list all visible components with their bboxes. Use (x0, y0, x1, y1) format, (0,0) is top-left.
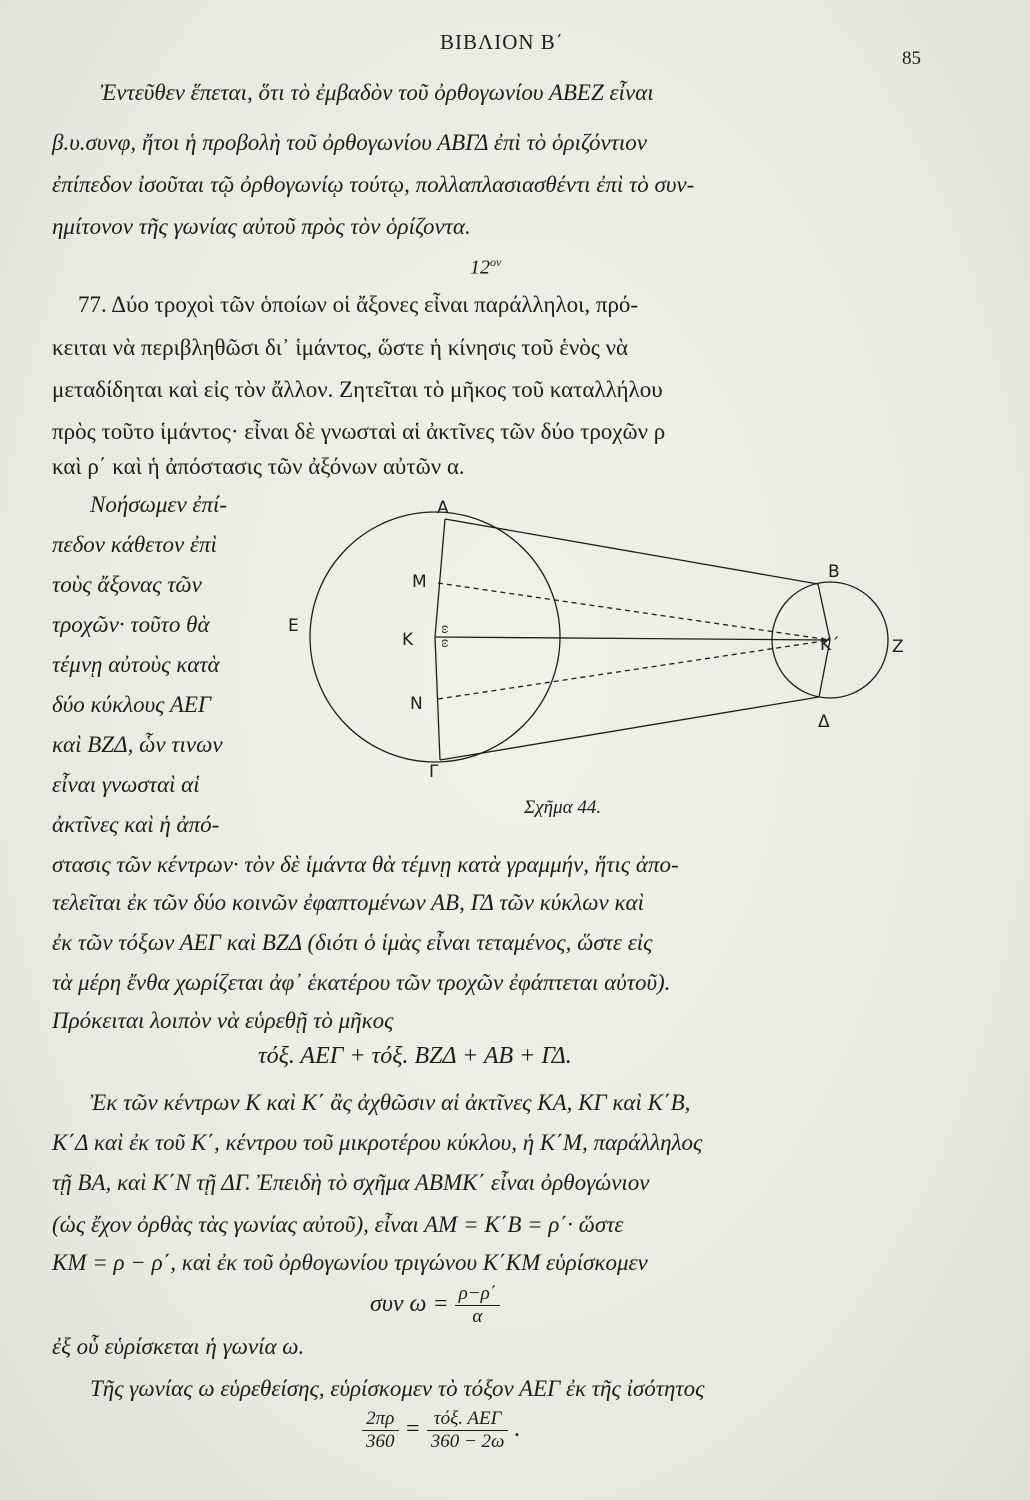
page-header (0, 30, 1030, 69)
continuation-line-1: στασις τῶν κέντρων· τὸν δὲ ἱμάντα θὰ τέμνῃ κατὰ γραμμήν, ἥτις ἀπο- (52, 852, 679, 877)
angle-omega-1: ω (439, 625, 454, 634)
derivation-line-2: Κ΄Δ καὶ ἐκ τοῦ Κ΄, κέντρου τοῦ μικροτέρου κύκλου, ἡ Κ΄Μ, παράλληλος (52, 1130, 703, 1155)
ratio-right-denominator: 360 − 2ω (430, 1431, 505, 1452)
problem-line-3: μεταδίδηται καὶ εἰς τὸν ἄλλον. Ζητεῖται τὸ μῆκος τοῦ καταλλήλου (52, 377, 663, 402)
label-A: A (437, 498, 449, 518)
label-Z: Z (892, 637, 904, 657)
dashed-KpN (438, 640, 830, 699)
derivation-line-4: (ὡς ἔχον ὀρθὰς τὰς γωνίας αὐτοῦ), εἶναι ΑΜ = Κ΄Β = ρ΄· ὥστε (52, 1212, 624, 1237)
ratio-equals: = (404, 1416, 421, 1443)
arc-equation-intro: Τῆς γωνίας ω εὑρεθείσης, εὑρίσκομεν τὸ τόξον ΑΕΓ ἐκ τῆς ἰσότητος (90, 1376, 705, 1401)
cosine-numerator: ρ−ρ΄ (455, 1283, 500, 1306)
derivation-line-5: ΚΜ = ρ − ρ΄, καὶ ἐκ τοῦ ὀρθογωνίου τριγώνου Κ΄ΚΜ εὑρίσκομεν (52, 1250, 648, 1275)
section-heading-number: 12 (470, 256, 490, 279)
label-B: B (828, 562, 840, 582)
problem-line-2: κειται νὰ περιβληθῶσι δι᾿ ἱμάντος, ὥστε ἡ κίνησις τοῦ ἑνὸς νὰ (52, 335, 629, 360)
ratio-right-fraction (427, 1408, 509, 1453)
page-number: 85 (902, 48, 921, 69)
center-line-KKp (435, 637, 830, 640)
belt-diagram (280, 495, 930, 795)
radius-KpB (818, 584, 830, 640)
tangent-AB (445, 519, 818, 584)
label-N: N (410, 694, 423, 714)
cosine-formula (370, 1283, 500, 1328)
cosine-lhs: συν ω = (370, 1291, 449, 1318)
derivation-line-1: Ἐκ τῶν κέντρων Κ καὶ Κ΄ ἂς ἀχθῶσιν αἱ ἀκτῖνες ΚΑ, ΚΓ καὶ Κ΄Β, (90, 1090, 691, 1115)
label-K: K (402, 630, 414, 650)
problem-line-1: 77. Δύο τροχοὶ τῶν ὁποίων οἱ ἄξονες εἶναι παράλληλοι, πρό- (78, 292, 639, 317)
side-line-6: δύο κύκλους ΑΕΓ (52, 692, 212, 717)
derivation-line-3: τῇ ΒΑ, καὶ Κ΄Ν τῇ ΔΓ. Ἐπειδὴ τὸ σχῆμα ΑΒΜΚ΄ εἶναι ὀρθογώνιον (52, 1170, 650, 1195)
side-line-5: τέμνῃ αὐτοὺς κατὰ (52, 652, 220, 677)
intro-line-1: Ἐντεῦθεν ἕπεται, ὅτι τὸ ἐμβαδὸν τοῦ ὀρθογωνίου ΑΒΕΖ εἶναι (100, 80, 654, 105)
side-line-2: πεδον κάθετον ἐπὶ (52, 532, 217, 557)
running-head: ΒΙΒΛΙΟΝ Β΄ (440, 30, 564, 54)
label-E: E (288, 616, 299, 636)
label-G: Γ (429, 762, 439, 782)
problem-line-4: πρὸς τοῦτο ἱμάντος· εἶναι δὲ γνωσταὶ αἱ ἀκτῖνες τῶν δύο τροχῶν ρ (52, 419, 666, 444)
side-line-7: καὶ ΒΖΔ, ὧν τινων (52, 732, 223, 757)
angle-omega-2: ω (439, 639, 454, 648)
section-heading (470, 255, 501, 280)
continuation-line-4: τὰ μέρη ἔνθα χωρίζεται ἀφ᾿ ἑκατέρου τῶν τροχῶν ἐφάπτεται αὐτοῦ). (52, 970, 671, 995)
side-line-8: εἶναι γνωσταὶ αἱ (52, 772, 200, 797)
side-line-1: Νοήσωμεν ἐπί- (90, 492, 228, 517)
dashed-KpM (438, 583, 830, 640)
section-heading-suffix: ον (490, 255, 502, 269)
intro-line-3: ἐπίπεδον ἰσοῦται τῷ ὀρθογωνίῳ τούτῳ, πολλαπλασιασθέντι ἐπὶ τὸ συν- (52, 172, 695, 197)
figure-caption: Σχῆμα 44. (524, 797, 602, 818)
after-cosine-line: ἐξ οὗ εὑρίσκεται ἡ γωνία ω. (52, 1334, 305, 1359)
intro-line-2: β.υ.συνφ, ἤτοι ἡ προβολὴ τοῦ ὀρθογωνίου ΑΒΓΔ ἐπὶ τὸ ὁριζόντιον (52, 130, 648, 155)
intro-line-4: ημίτονον τῆς γωνίας αὐτοῦ πρὸς τὸν ὁρίζοντα. (52, 214, 471, 239)
ratio-left-denominator: 360 (366, 1431, 395, 1452)
radius-KA (435, 519, 445, 637)
ratio-left-numerator: 2πρ (362, 1408, 399, 1431)
continuation-line-2: τελεῖται ἐκ τῶν δύο κοινῶν ἐφαπτομένων ΑΒ, ΓΔ τῶν κύκλων καὶ (52, 890, 644, 915)
label-Kp: K΄ (820, 635, 840, 655)
side-line-3: τοὺς ἄξονας τῶν (52, 572, 202, 597)
continuation-line-5: Πρόκειται λοιπὸν νὰ εὑρεθῇ τὸ μῆκος (52, 1008, 394, 1033)
problem-line-5: καὶ ρ΄ καὶ ἡ ἀπόστασις τῶν ἀξόνων αὐτῶν α. (52, 454, 465, 479)
label-M: M (412, 572, 427, 592)
ratio-left-fraction (362, 1408, 399, 1453)
label-D: Δ (818, 712, 830, 732)
cosine-denominator: α (472, 1306, 483, 1327)
side-line-9: ἀκτῖνες καὶ ἡ ἀπό- (52, 812, 220, 837)
continuation-line-3: ἐκ τῶν τόξων ΑΕΓ καὶ ΒΖΔ (διότι ὁ ἱμὰς εἶναι τεταμένος, ὥστε εἰς (52, 930, 653, 955)
belt-length-formula: τόξ. ΑΕΓ + τόξ. ΒΖΔ + ΑΒ + ΓΔ. (258, 1043, 572, 1069)
tangent-GD (440, 697, 819, 760)
figure-44 (280, 495, 930, 795)
cosine-fraction (455, 1283, 500, 1328)
arc-ratio-formula (362, 1408, 520, 1453)
ratio-period: . (514, 1416, 521, 1443)
ratio-right-numerator: τόξ. ΑΕΓ (427, 1408, 509, 1431)
side-line-4: τροχῶν· τοῦτο θὰ (52, 612, 210, 637)
